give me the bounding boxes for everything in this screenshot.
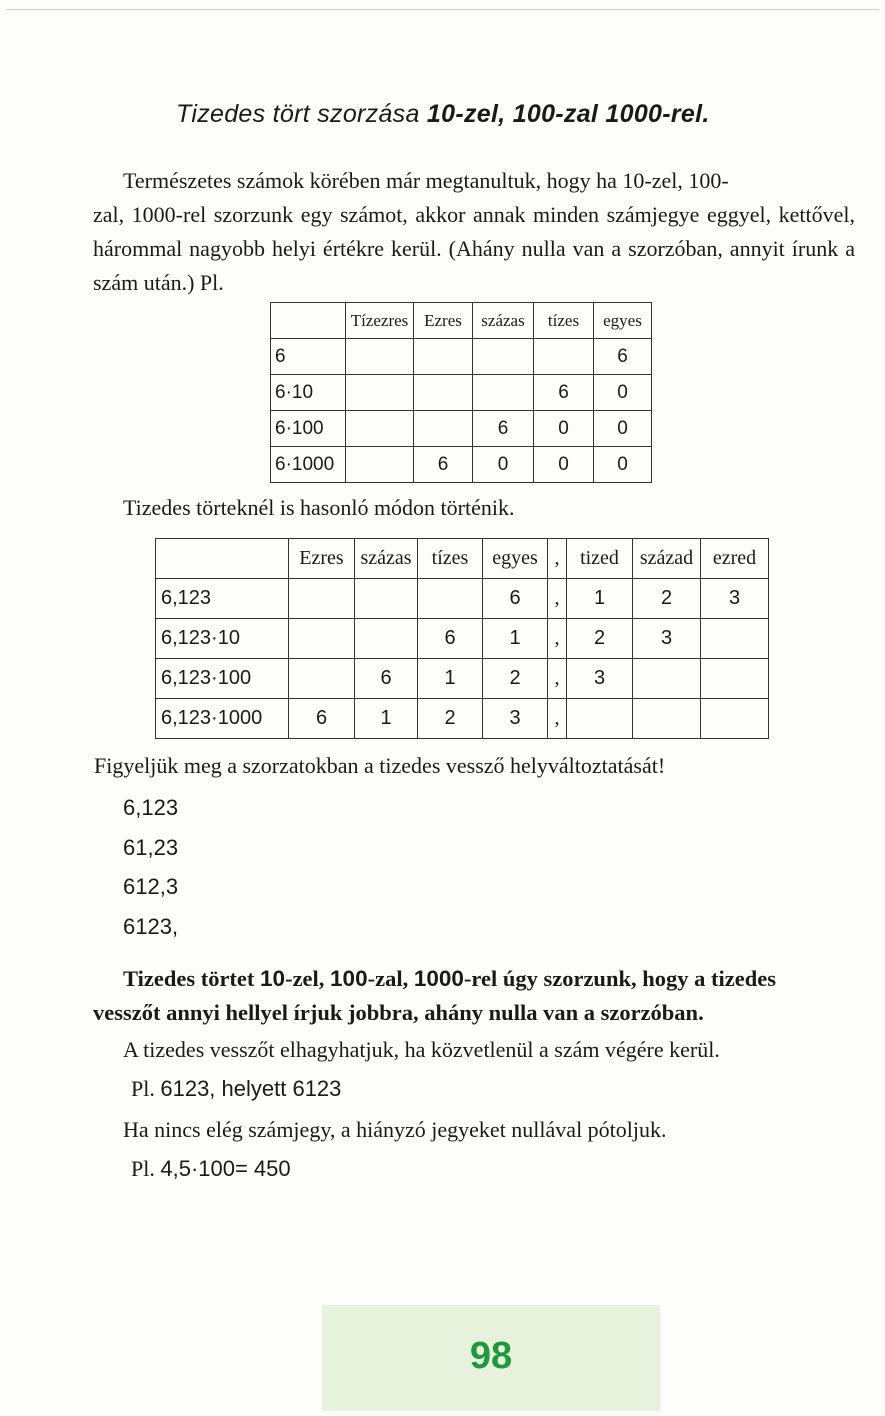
table-header-cell: százas: [355, 539, 418, 579]
table-cell: 6: [355, 659, 418, 699]
row-label: 6,123·10: [156, 619, 289, 659]
table-cell: 1: [483, 619, 548, 659]
row-label: 6: [271, 339, 346, 375]
table-cell: 6: [289, 699, 355, 739]
example-1: [131, 1076, 341, 1102]
table-cell: [346, 375, 414, 411]
table-cell: [414, 375, 473, 411]
table-header-cell: egyes: [483, 539, 548, 579]
note-2: Ha nincs elég számjegy, a hiányzó jegyeket nullával pótoljuk.: [123, 1117, 667, 1142]
table-cell: [633, 699, 701, 739]
table-header-cell: tized: [567, 539, 633, 579]
table-header-cell: tízes: [534, 303, 594, 339]
table-cell: [418, 579, 483, 619]
observe-text: Figyeljük meg a szorzatokban a tizedes vessző helyváltoztatását!: [94, 753, 666, 778]
table-cell: 0: [534, 447, 594, 483]
table-cell: 0: [534, 411, 594, 447]
example-prefix: Pl.: [131, 1076, 161, 1101]
row-label: 6·1000: [271, 447, 346, 483]
table-cell: 6: [473, 411, 534, 447]
rule-number: 1000: [413, 966, 464, 991]
table-cell: 1: [355, 699, 418, 739]
table-cell: [633, 659, 701, 699]
table-cell: [701, 699, 769, 739]
table-row: [156, 619, 769, 659]
table-cell: [567, 699, 633, 739]
product-item: 612,3: [123, 874, 179, 899]
table-cell: 6: [414, 447, 473, 483]
table-row: [156, 659, 769, 699]
row-label: 6·10: [271, 375, 346, 411]
title-part1: Tizedes tört szorzása: [176, 100, 427, 128]
place-value-table-whole: [270, 302, 652, 483]
table-cell: 0: [594, 411, 652, 447]
table-cell: 2: [483, 659, 548, 699]
table-cell: 2: [633, 579, 701, 619]
title-part2: 10-zel, 100-zal 1000-rel.: [426, 100, 710, 128]
rule-text: -rel úgy szorzunk, hogy a tizedes: [463, 966, 776, 991]
table-cell: [346, 339, 414, 375]
page-number: 98: [469, 1335, 513, 1377]
table-cell: 6: [594, 339, 652, 375]
table-cell: 6: [418, 619, 483, 659]
table-cell: [414, 339, 473, 375]
table-cell: 0: [473, 447, 534, 483]
table-cell: [414, 411, 473, 447]
table-header-cell: tízes: [418, 539, 483, 579]
table-cell: ,: [548, 699, 567, 739]
product-item: 6,123: [123, 795, 179, 820]
table-cell: 1: [418, 659, 483, 699]
table-cell: [473, 339, 534, 375]
table-header-cell: Tízezres: [346, 303, 414, 339]
product-item: 61,23: [123, 835, 179, 860]
table-header-cell: ezred: [701, 539, 769, 579]
row-label: 6,123·100: [156, 659, 289, 699]
table-row: [271, 375, 652, 411]
rule-line2: vesszőt annyi hellyel írjuk jobbra, ahány nulla van a szorzóban.: [93, 1000, 704, 1025]
table-header-cell: egyes: [594, 303, 652, 339]
table-cell: [701, 659, 769, 699]
row-label: 6,123: [156, 579, 289, 619]
table-header-cell: százas: [473, 303, 534, 339]
rule-text: Tizedes törtet: [123, 966, 261, 991]
table-cell: 1: [567, 579, 633, 619]
table-cell: [473, 375, 534, 411]
table-cell: ,: [548, 579, 567, 619]
table-cell: 0: [594, 375, 652, 411]
table-header-cell: Ezres: [289, 539, 355, 579]
table-cell: [156, 539, 289, 579]
table-row: [271, 339, 652, 375]
table-cell: [289, 659, 355, 699]
row-label: 6·100: [271, 411, 346, 447]
table-header-cell: ,: [548, 539, 567, 579]
table-header-cell: század: [633, 539, 701, 579]
table-header-row: [156, 539, 769, 579]
row-label: 6,123·1000: [156, 699, 289, 739]
table-cell: [289, 579, 355, 619]
table-row: [271, 411, 652, 447]
rule-number: 10: [260, 966, 286, 991]
rule-number: 100: [330, 966, 368, 991]
table-header-row: [271, 303, 652, 339]
table-cell: [355, 579, 418, 619]
table-header-cell: Ezres: [414, 303, 473, 339]
table-cell: 6: [483, 579, 548, 619]
between-text: Tizedes törteknél is hasonló módon történik.: [123, 495, 515, 520]
table-cell: ,: [548, 659, 567, 699]
table-cell: [534, 339, 594, 375]
rule-statement: [93, 962, 858, 1030]
top-rule: [6, 9, 879, 10]
table-cell: [289, 619, 355, 659]
intro-line1: Természetes számok körében már megtanultuk, hogy ha 10-zel, 100-: [123, 168, 729, 193]
table-row: [156, 579, 769, 619]
example-expression: 6123, helyett 6123: [160, 1076, 342, 1101]
table-cell: 2: [418, 699, 483, 739]
example-prefix: Pl.: [131, 1156, 161, 1181]
table-cell: [271, 303, 346, 339]
example-expression: 4,5·100= 450: [160, 1156, 291, 1181]
table-cell: 6: [534, 375, 594, 411]
table-cell: [701, 619, 769, 659]
table-cell: ,: [548, 619, 567, 659]
intro-paragraph: [93, 164, 855, 300]
place-value-table-decimal: [155, 538, 769, 739]
rule-text: -zal,: [367, 966, 414, 991]
table-cell: [346, 411, 414, 447]
table-cell: 3: [567, 659, 633, 699]
table-row: [156, 699, 769, 739]
table-cell: 3: [483, 699, 548, 739]
table-cell: [355, 619, 418, 659]
intro-rest: zal, 1000-rel szorzunk egy számot, akkor annak minden számjegye eggyel, kettővel, hárommal nagyobb helyi értékre kerül. (Ahány nulla van a szorzóban, annyit írunk a szám után.) Pl.: [93, 202, 855, 295]
page-number-box: [322, 1305, 660, 1411]
note-1: A tizedes vesszőt elhagyhatjuk, ha közvetlenül a szám végére kerül.: [123, 1037, 720, 1062]
page-title: [176, 100, 816, 129]
table-cell: 3: [701, 579, 769, 619]
table-row: [271, 447, 652, 483]
product-item: 6123,: [123, 914, 179, 939]
rule-line1: [93, 962, 858, 996]
table-cell: 3: [633, 619, 701, 659]
table-cell: 0: [594, 447, 652, 483]
table-cell: [346, 447, 414, 483]
table-cell: 2: [567, 619, 633, 659]
example-2: [131, 1156, 291, 1182]
rule-text: -zel,: [285, 966, 331, 991]
